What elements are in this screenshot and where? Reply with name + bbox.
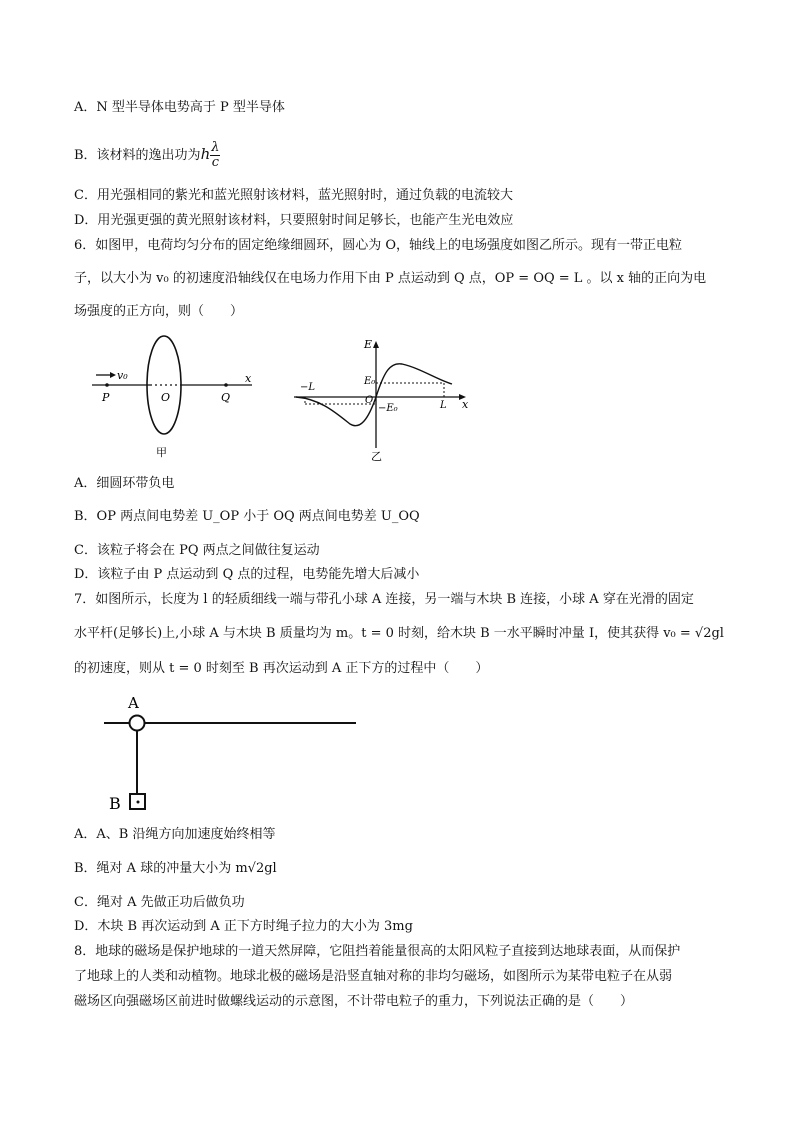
q6-stem-line2: 子，以大小为 v₀ 的初速度沿轴线仅在电场力作用下由 P 点运动到 Q 点，OP = OQ = L 。以 x 轴的正向为电 <box>74 271 707 286</box>
q8-stem-line1: 8．地球的磁场是保护地球的一道天然屏障，它阻挡着能量很高的太阳风粒子直接到达地球表面，从而保护 <box>74 944 681 959</box>
q6-option-c: C．该粒子将会在 PQ 两点之间做往复运动 <box>74 543 320 558</box>
q6-stem-line3: 场强度的正方向，则（ ） <box>74 304 244 319</box>
label-v0: v₀ <box>117 369 128 382</box>
q7-option-d: D．木块 B 再次运动到 A 正下方时绳子拉力的大小为 3mg <box>74 919 413 934</box>
q7-option-c: C．绳对 A 先做正功后做负功 <box>74 895 245 910</box>
q6-option-a: A．细圆环带负电 <box>74 476 175 491</box>
caption-jia: 甲 <box>156 446 167 459</box>
q6-option-d: D．该粒子由 P 点运动到 Q 点的过程，电势能先增大后减小 <box>74 567 420 582</box>
q7-stem-line1: 7．如图所示，长度为 l 的轻质细线一端与带孔小球 A 连接，另一端与木块 B 连接，小球 A 穿在光滑的固定 <box>74 592 694 607</box>
label-q: Q <box>221 391 231 404</box>
label-x: x <box>245 372 252 385</box>
q5-option-d: D．用光强更强的黄光照射该材料，只要照射时间足够长，也能产生光电效应 <box>74 213 514 228</box>
q5-option-b-h: h <box>200 145 211 163</box>
q6-option-b: B．OP 两点间电势差 U_OP 小于 OQ 两点间电势差 U_OQ <box>74 509 420 524</box>
label-a: A <box>128 694 139 712</box>
caption-yi: 乙 <box>371 450 382 463</box>
label-p: P <box>102 391 110 404</box>
label-e: E <box>364 338 373 351</box>
q8-stem-line3: 磁场区向强磁场区前进时做螺线运动的示意图，不计带电粒子的重力，下列说法正确的是（ ） <box>74 994 634 1009</box>
label-neg-e0: −E₀ <box>378 403 398 414</box>
q5-option-c: C．用光强相同的紫光和蓝光照射该材料，蓝光照射时，通过负载的电流较大 <box>74 188 513 203</box>
q7-option-b: B．绳对 A 球的冲量大小为 m√2gl <box>74 861 277 876</box>
q5-option-b-numerator: λ <box>211 140 220 155</box>
label-neg-l: −L <box>300 382 316 393</box>
q5-option-b-text: B．该材料的逸出功为 <box>74 148 201 163</box>
label-e0: E₀ <box>364 376 376 387</box>
label-o: O <box>161 391 171 404</box>
label-l: L <box>440 400 447 411</box>
q7-stem-line2: 水平杆(足够长)上,小球 A 与木块 B 质量均为 m。t = 0 时刻，给木块 B 一水平瞬时冲量 I，使其获得 v₀ = √2gl <box>74 626 724 641</box>
q8-stem-line2: 了地球上的人类和动植物。地球北极的磁场是沿竖直轴对称的非均匀磁场，如图所示为某带电粒子在从弱 <box>74 969 673 984</box>
q6-stem-line1: 6．如图甲，电荷均匀分布的固定绝缘细圆环，圆心为 O，轴线上的电场强度如图乙所示。现有一带正电粒 <box>74 238 683 253</box>
q5-option-b-denominator: c <box>211 155 219 170</box>
q7-stem-line3: 的初速度，则从 t = 0 时刻至 B 再次运动到 A 正下方的过程中（ ） <box>74 661 489 676</box>
label-x2: x <box>462 398 469 411</box>
ball-a <box>130 716 145 731</box>
block-b-hole <box>137 801 140 804</box>
label-b: B <box>109 794 121 813</box>
q7-option-a: A．A、B 沿绳方向加速度始终相等 <box>74 827 276 842</box>
label-o2: O <box>365 395 374 406</box>
q5-option-a: A．N 型半导体电势高于 P 型半导体 <box>74 100 285 115</box>
